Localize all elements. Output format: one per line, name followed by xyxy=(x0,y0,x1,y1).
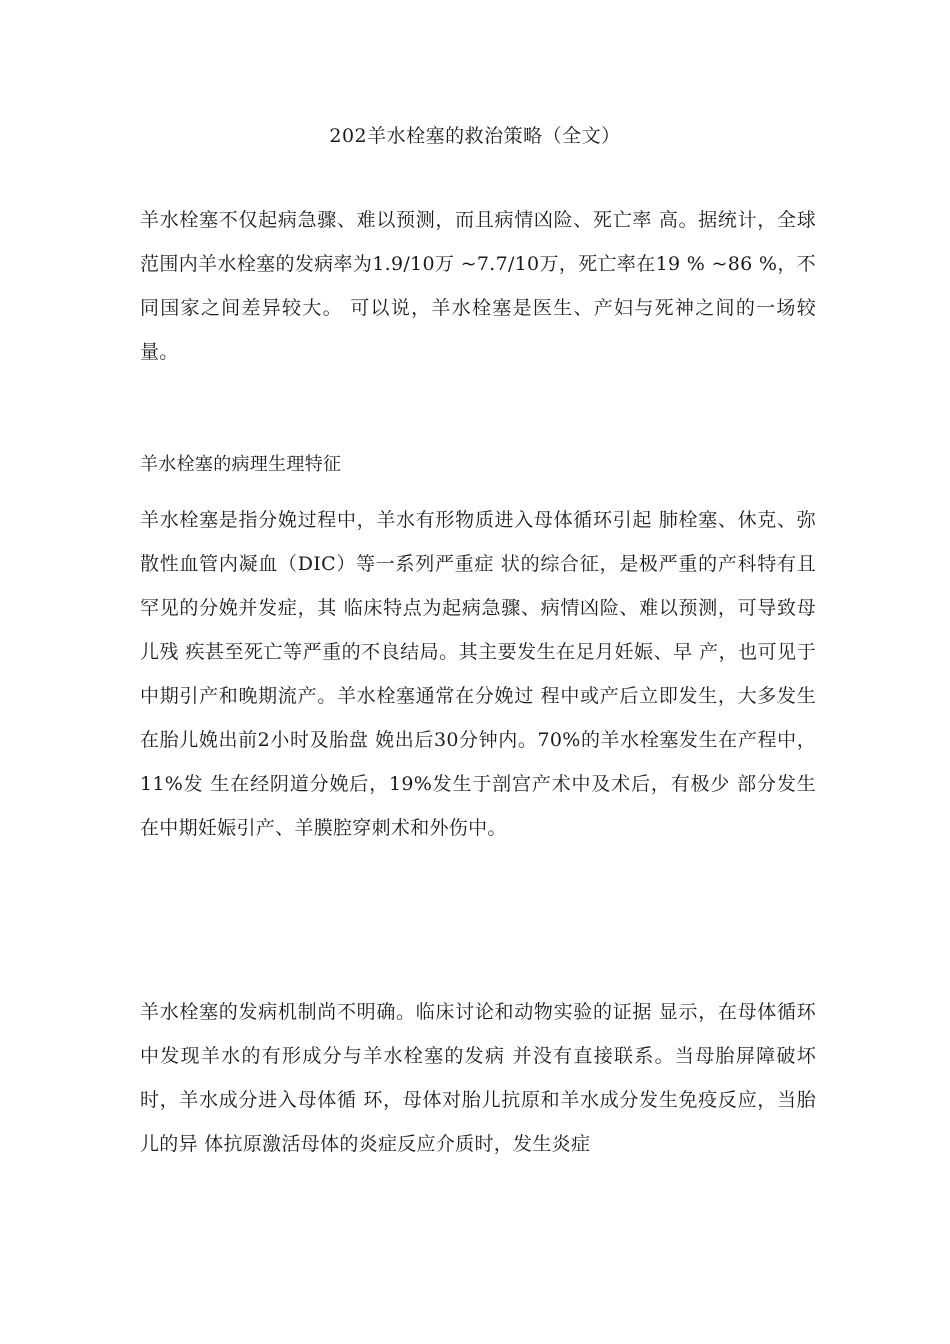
paragraph-definition: 羊水栓塞是指分娩过程中，羊水有形物质进入母体循环引起 肺栓塞、休克、弥散性血管内凝血（DIC）等一系列严重症 状的综合征，是极严重的产科特有且罕见的分娩并发症，其 临床特点为起病急骤、病情凶险、难以预测，可导致母儿残 疾甚至死亡等严重的不良结局。其主要发生在足月妊娠、早 产，也可见于中期引产和晚期流产。羊水栓塞通常在分娩过 程中或产后立即发生，大多发生在胎儿娩出前2小时及胎盘 娩出后30分钟内。70%的羊水栓塞发生在产程中，11%发 生在经阴道分娩后，19%发生于剖宫产术中及术后，有极少 部分发生在中期妊娠引产、羊膜腔穿刺术和外伤中。 xyxy=(140,509,816,839)
paragraph-intro: 羊水栓塞不仅起病急骤、难以预测，而且病情凶险、死亡率 高。据统计，全球范围内羊水栓塞的发病率为1.9/10万 ~7.7/10万，死亡率在19 % ~86 %，不同国家之间差异较大。 可以说，羊水栓塞是医生、产妇与死神之间的一场较量。 xyxy=(140,209,816,363)
section-heading: 羊水栓塞的病理生理特征 xyxy=(140,454,342,475)
paragraph-mechanism: 羊水栓塞的发病机制尚不明确。临床讨论和动物实验的证据 显示，在母体循环中发现羊水的有形成分与羊水栓塞的发病 并没有直接联系。当母胎屏障破坏时，羊水成分进入母体循 环，母体对胎儿抗原和羊水成分发生免疫反应，当胎儿的异 体抗原激活母体的炎症反应介质时，发生炎症 xyxy=(140,1001,816,1155)
document-title: 202羊水栓塞的救治策略（全文） xyxy=(329,125,621,147)
